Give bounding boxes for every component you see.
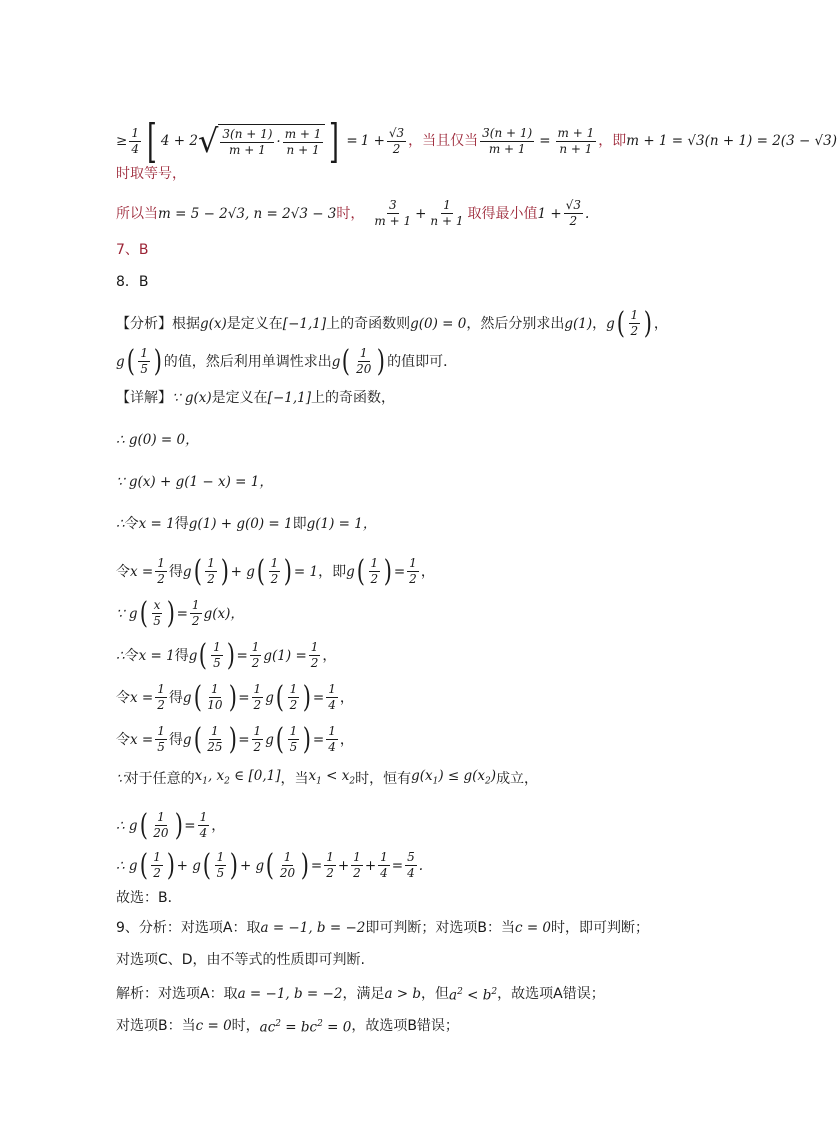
conclusion-line: 所以当 m = 5 − 2√3, n = 2√3 − 3 时， $\frac{3}{m + 1}$ + $\frac{1}{n + 1}$ 取得最小值 1 + $\frac{√3}{2}$ . — [116, 198, 590, 228]
analysis-line: 【分析】根据 g(x) 是定义在 [−1,1] 上的奇函数则 g(0) = 0 ，然后分别求出 g(1) ， g ( $\frac{1}{2}$ ) ， — [116, 305, 668, 341]
answer-9: 9、分析：对选项A：取 a = −1, b = −2 即可判断；对选项B：当 c = 0 时，即可判断； — [116, 920, 650, 936]
inequality-line: ≥ $\frac{1}{4}$ [ 4 + 2 √ $\frac{3(n + 1)}{m + 1}$ · $\frac{m + 1}{n + 1}$ ] = 1 + $\frac{√3}{2}$ ，当且仅当 $\frac{3(n + 1)}{m + 1}$ = $\frac{m + 1}{n + 1}$ ，即 m + 1 = √3(n + 1) = 2(3 − √3) — [116, 114, 837, 168]
math-expr: ≥ — [116, 133, 128, 149]
text-line: 时取等号， — [116, 166, 186, 182]
math-fraction: $\frac{1}{4}$ — [131, 125, 139, 156]
answer-8: 8．B — [116, 274, 149, 290]
answer-7: 7、B — [116, 242, 149, 258]
sqrt-expr: √ $\frac{3(n + 1)}{m + 1}$ · $\frac{m + 1}{n + 1}$ — [198, 124, 325, 158]
text-when-equal: ，当且仅当 — [408, 133, 479, 149]
document-page: ≥ $\frac{1}{4}$ [ 4 + 2 √ $\frac{3(n + 1)}{m + 1}$ · $\frac{m + 1}{n + 1}$ ] = 1 + $\frac{√3}{2}$ ，当且仅当 $\frac{3(n + 1)}{m + 1}$ = $\frac{m + 1}{n + 1}$ ，即 m + 1 = √3(n + 1) = 2(3 − √3) 时取等号， 所以当 m = 5 − 2√3, n = 2√3 − 3 时， $\frac{3}{m + 1}$ + $\frac{1}{n + 1}$ 取得最小值 1 + $\frac{√3}{2}$ . 7、B 8．B 【分析】根据 g(x) 是定义在 [−1,1] 上的奇函数则 g(0) = 0 ，然后分别求出 g(1) ， g ( $\frac{1}{2}$ ) ， g ( $\frac{1}{5}$ ) 的值，然后利用单调性求出 g ( $\frac{1}{20}$ ) 的值即可． 【详解】 ∵ g(x) 是定义在 [−1,1] 上的奇函数， ∴ g(0) = 0， ∵ g(x) + g(1 − x) = 1， ∴ 令 x = 1 得 g(1) + g(0) = 1 即 g(1) = 1， 令 x = $\frac{1}{2}$ 得 g ( $\frac{1}{2}$ ) + g ( $\frac{1}{2}$ ) = 1 ， 即 g ( $\frac{1}{2}$ ) = $\frac{1}{2}$ ， ∵ g ( $\frac{x}{5}$ ) = $\frac{1}{2}$ g(x)， ∴ 令 x = 1 得 g ( $\frac{1}{5}$ ) = $\frac{1}{2}$ g(1) = $\frac{1}{2}$ ， 令 x = $\frac{1}{2}$ 得 g ( $\frac{1}{10}$ ) = $\frac{1}{2}$ g ( $\frac{1}{2}$ ) = $\frac{1}{4}$ ， 令 x = $\frac{1}{5}$ 得 g ( $\frac{1}{25}$ ) = $\frac{1}{2}$ g ( $\frac{1}{5}$ ) = $\frac{1}{4}$ ， ∵ 对于任意的 $x_1$, $x_2$ ∈ [0,1] ，当 $x_1 < x_2$ 时，恒有 $g(x_1) \le g(x_2)$ 成立， ∴ g ( $\frac{1}{20}$ ) = $\frac{1}{4}$ ， ∴ g ( $\frac{1}{2}$ ) + g ( $\frac{1}{5}$ ) + g ( $\frac{1}{20}$ ) = $\frac{1}{2}$ + $\frac{1}{2}$ + $\frac{1}{4}$ = $\frac{5}{4}$ . 故选：B． 9、分析：对选项A：取 a = −1, b = −2 即可判断；对选项B：当 c = 0 时，即可判断； 对选项C、D，由不等式的性质即可判断. 解析：对选项A：取 a = −1, b = −2 ，满足 a > b ，但 $a^2 < b^2$ ，故选项A错误； 对选项B：当 c = 0 时， $ac^2 = bc^2 = 0$ ，故选项B错误； — [116, 114, 837, 1036]
detail-line: 【详解】 ∵ g(x) 是定义在 [−1,1] 上的奇函数， — [116, 390, 395, 406]
